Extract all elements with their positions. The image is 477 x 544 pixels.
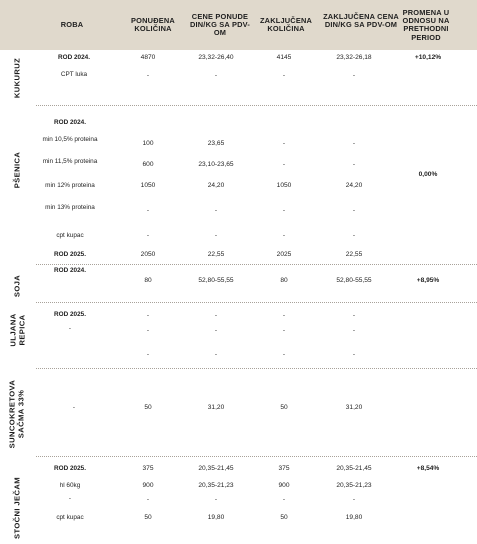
cell-offered: 900: [142, 482, 154, 489]
cell-closed-price: 23,32-26,18: [336, 54, 372, 61]
cell-offered: 50: [144, 404, 152, 411]
group-suncokretova-sacma: SUNCOKRETOVA SAČMA 33%: [7, 379, 25, 449]
cell-offered: -: [146, 351, 150, 358]
separator-repica: [36, 368, 477, 369]
cell-offered: 375: [142, 465, 154, 472]
cell-price: 31,20: [207, 404, 225, 411]
cell-closed-qty: -: [282, 207, 286, 214]
cell-price: -: [214, 232, 218, 239]
cell-closed-qty: -: [282, 312, 286, 319]
cell-price: -: [214, 312, 218, 319]
row-label: -: [72, 404, 76, 411]
cell-closed-price: -: [352, 72, 356, 79]
cell-price: 22,55: [207, 251, 225, 258]
group-soja: SOJA: [12, 274, 22, 298]
cell-closed-price: -: [352, 140, 356, 147]
row-label: cpt kupac: [56, 232, 84, 239]
cell-offered: -: [146, 72, 150, 79]
cell-closed-qty: 50: [280, 404, 288, 411]
cell-closed-qty: -: [282, 72, 286, 79]
header-promena: PROMENA U ODNOSU NA PRETHODNI PERIOD: [402, 8, 450, 42]
change-stocni-jecam: +8,54%: [416, 465, 440, 472]
row-label: ROD 2025.: [54, 465, 86, 472]
cell-price: 20,35-21,45: [198, 465, 234, 472]
cell-closed-qty: 50: [280, 514, 288, 521]
cell-closed-price: -: [352, 496, 356, 503]
cell-price: 52,80-55,55: [198, 277, 234, 284]
row-label: ROD 2025.: [54, 251, 86, 258]
cell-closed-price: 52,80-55,55: [336, 277, 372, 284]
change-kukuruz: +10,12%: [414, 54, 442, 61]
cell-offered: -: [146, 232, 150, 239]
cell-offered: -: [146, 312, 150, 319]
cell-closed-qty: 2025: [276, 251, 292, 258]
cell-offered: 600: [142, 161, 154, 168]
cell-closed-qty: -: [282, 351, 286, 358]
cell-offered: 100: [142, 140, 154, 147]
row-label: cpt kupac: [56, 514, 84, 521]
cell-offered: -: [146, 327, 150, 334]
cell-offered: -: [146, 207, 150, 214]
separator-kukuruz: [36, 105, 477, 106]
cell-closed-price: 22,55: [345, 251, 363, 258]
cell-closed-qty: -: [282, 232, 286, 239]
cell-closed-qty: 375: [278, 465, 290, 472]
cell-offered: -: [146, 496, 150, 503]
cell-closed-qty: 1050: [276, 182, 292, 189]
header-ponudjena-kolicina: PONUĐENA KOLIČINA: [131, 16, 175, 34]
row-label: ROD 2024.: [54, 267, 86, 274]
row-label: hl 60kg: [59, 482, 81, 489]
header-zakljucena-kolicina: ZAKLJUČENA KOLIČINA: [259, 16, 313, 34]
cell-price: -: [214, 327, 218, 334]
row-label: ROD 2024.: [54, 119, 86, 126]
cell-closed-price: 20,35-21,23: [336, 482, 372, 489]
cell-closed-qty: 80: [280, 277, 288, 284]
group-kukuruz: KUKURUZ: [12, 57, 22, 99]
cell-closed-price: -: [352, 312, 356, 319]
header-roba: ROBA: [60, 20, 84, 29]
row-label: min 10,5% proteina: [42, 136, 98, 143]
cell-price: 19,80: [207, 514, 225, 521]
change-psenica: 0,00%: [418, 171, 438, 178]
cell-price: -: [214, 351, 218, 358]
row-label: min 12% proteina: [45, 182, 95, 189]
cell-closed-price: -: [352, 161, 356, 168]
cell-closed-price: -: [352, 327, 356, 334]
change-soja: +8,95%: [416, 277, 440, 284]
group-uljana-repica: ULJANA REPICA: [8, 313, 26, 347]
row-label: min 13% proteina: [45, 204, 95, 211]
separator-psenica: [36, 264, 477, 265]
cell-price: 24,20: [207, 182, 225, 189]
row-label: ROD 2025.: [54, 311, 86, 318]
row-label: ROD 2024.: [58, 54, 90, 61]
header-cene-ponude: CENE PONUDE DIN/KG SA PDV-OM: [189, 12, 250, 38]
header-zakljucena-cena: ZAKLJUČENA CENA DIN/KG SA PDV-OM: [323, 12, 399, 30]
cell-closed-price: 31,20: [345, 404, 363, 411]
cell-closed-price: -: [352, 207, 356, 214]
cell-closed-price: 19,80: [345, 514, 363, 521]
row-label: -: [68, 495, 72, 502]
cell-closed-qty: 900: [278, 482, 290, 489]
cell-closed-qty: 4145: [276, 54, 292, 61]
row-label: min 11,5% proteina: [42, 158, 98, 165]
group-psenica: PŠENICA: [12, 151, 22, 189]
cell-offered: 50: [144, 514, 152, 521]
cell-price: -: [214, 207, 218, 214]
cell-price: 23,10-23,65: [198, 161, 234, 168]
cell-closed-price: -: [352, 232, 356, 239]
cell-price: 20,35-21,23: [198, 482, 234, 489]
cell-offered: 80: [144, 277, 152, 284]
cell-closed-qty: -: [282, 161, 286, 168]
cell-offered: 4870: [140, 54, 156, 61]
cell-closed-qty: -: [282, 327, 286, 334]
row-label: CPT luka: [60, 71, 88, 78]
cell-price: 23,65: [207, 140, 225, 147]
cell-price: -: [214, 72, 218, 79]
cell-closed-qty: -: [282, 140, 286, 147]
separator-soja: [36, 302, 477, 303]
cell-price: -: [214, 496, 218, 503]
cell-offered: 1050: [140, 182, 156, 189]
cell-offered: 2050: [140, 251, 156, 258]
cell-price: 23,32-26,40: [198, 54, 234, 61]
cell-closed-price: -: [352, 351, 356, 358]
separator-sacma: [36, 456, 477, 457]
row-label: -: [68, 325, 72, 332]
cell-closed-qty: -: [282, 496, 286, 503]
group-stocni-jecam: STOČNI JEČAM: [12, 476, 22, 540]
cell-closed-price: 20,35-21,45: [336, 465, 372, 472]
cell-closed-price: 24,20: [345, 182, 363, 189]
